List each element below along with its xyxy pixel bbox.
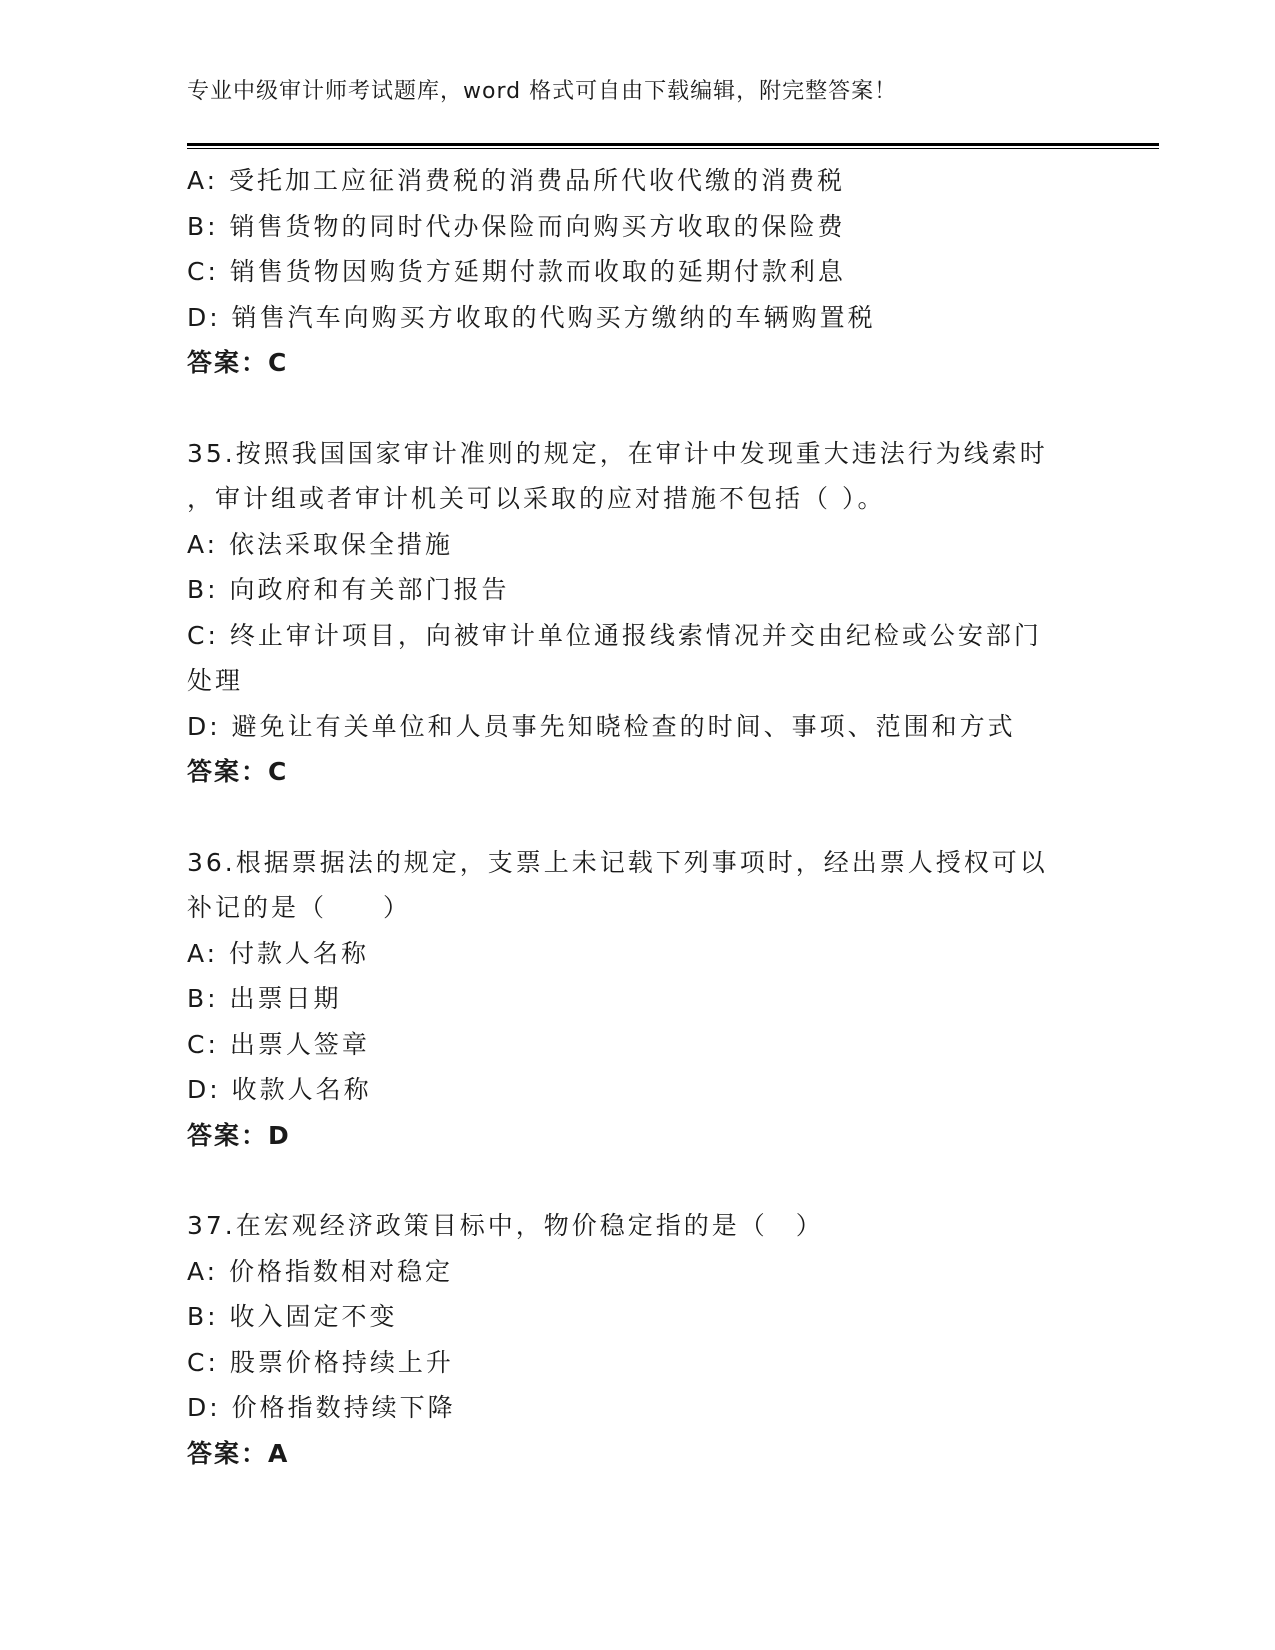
question-content: [187, 158, 1087, 1476]
question-stem: 37.在宏观经济政策目标中，物价稳定指的是（ ）: [187, 1211, 824, 1240]
question-block: [187, 158, 1087, 386]
option-d: D: 收款人名称: [187, 1075, 372, 1104]
option-b: B: 出票日期: [187, 984, 342, 1013]
spacer: [187, 795, 1087, 840]
answer-line: 答案：C: [187, 757, 289, 786]
option-c: C: 终止审计项目，向被审计单位通报线索情况并交由纪检或公安部门: [187, 620, 1042, 650]
option-b: B: 向政府和有关部门报告: [187, 575, 510, 604]
option-c: C: 销售货物因购货方延期付款而收取的延期付款利息: [187, 257, 846, 286]
option-a: A: 受托加工应征消费税的消费品所代收代缴的消费税: [187, 166, 846, 195]
spacer: [187, 386, 1087, 431]
question-stem: 36.根据票据法的规定，支票上未记载下列事项时，经出票人授权可以: [187, 847, 1048, 877]
question-stem: 补记的是（ ）: [187, 893, 412, 922]
question-block: [187, 840, 1087, 1159]
question-block: [187, 431, 1087, 795]
header-divider-thin: [187, 148, 1159, 149]
header-divider-thick: [187, 143, 1159, 146]
question-stem: ，审计组或者审计机关可以采取的应对措施不包括（ ）。: [187, 484, 886, 513]
header-divider: [187, 143, 1159, 150]
option-d: D: 避免让有关单位和人员事先知晓检查的时间、事项、范围和方式: [187, 711, 1016, 741]
answer-line: 答案：A: [187, 1438, 290, 1468]
spacer: [187, 1158, 1087, 1203]
option-b: B: 销售货物的同时代办保险而向购买方收取的保险费: [187, 211, 846, 241]
option-d: D: 销售汽车向购买方收取的代购买方缴纳的车辆购置税: [187, 302, 876, 332]
answer-line: 答案：D: [187, 1120, 291, 1150]
question-stem: 35.按照我国国家审计准则的规定，在审计中发现重大违法行为线索时: [187, 438, 1048, 468]
option-a: A: 付款人名称: [187, 938, 370, 968]
option-b: B: 收入固定不变: [187, 1302, 398, 1331]
page-header-title: 专业中级审计师考试题库，word 格式可自由下载编辑，附完整答案！: [187, 79, 898, 104]
option-c: C: 出票人签章: [187, 1029, 370, 1059]
answer-line: 答案：C: [187, 348, 289, 377]
option-c: C: 股票价格持续上升: [187, 1347, 454, 1377]
question-block: [187, 1203, 1087, 1476]
option-d: D: 价格指数持续下降: [187, 1393, 456, 1422]
option-a: A: 依法采取保全措施: [187, 529, 454, 559]
option-c-continued: 处理: [187, 666, 244, 695]
option-a: A: 价格指数相对稳定: [187, 1256, 454, 1286]
